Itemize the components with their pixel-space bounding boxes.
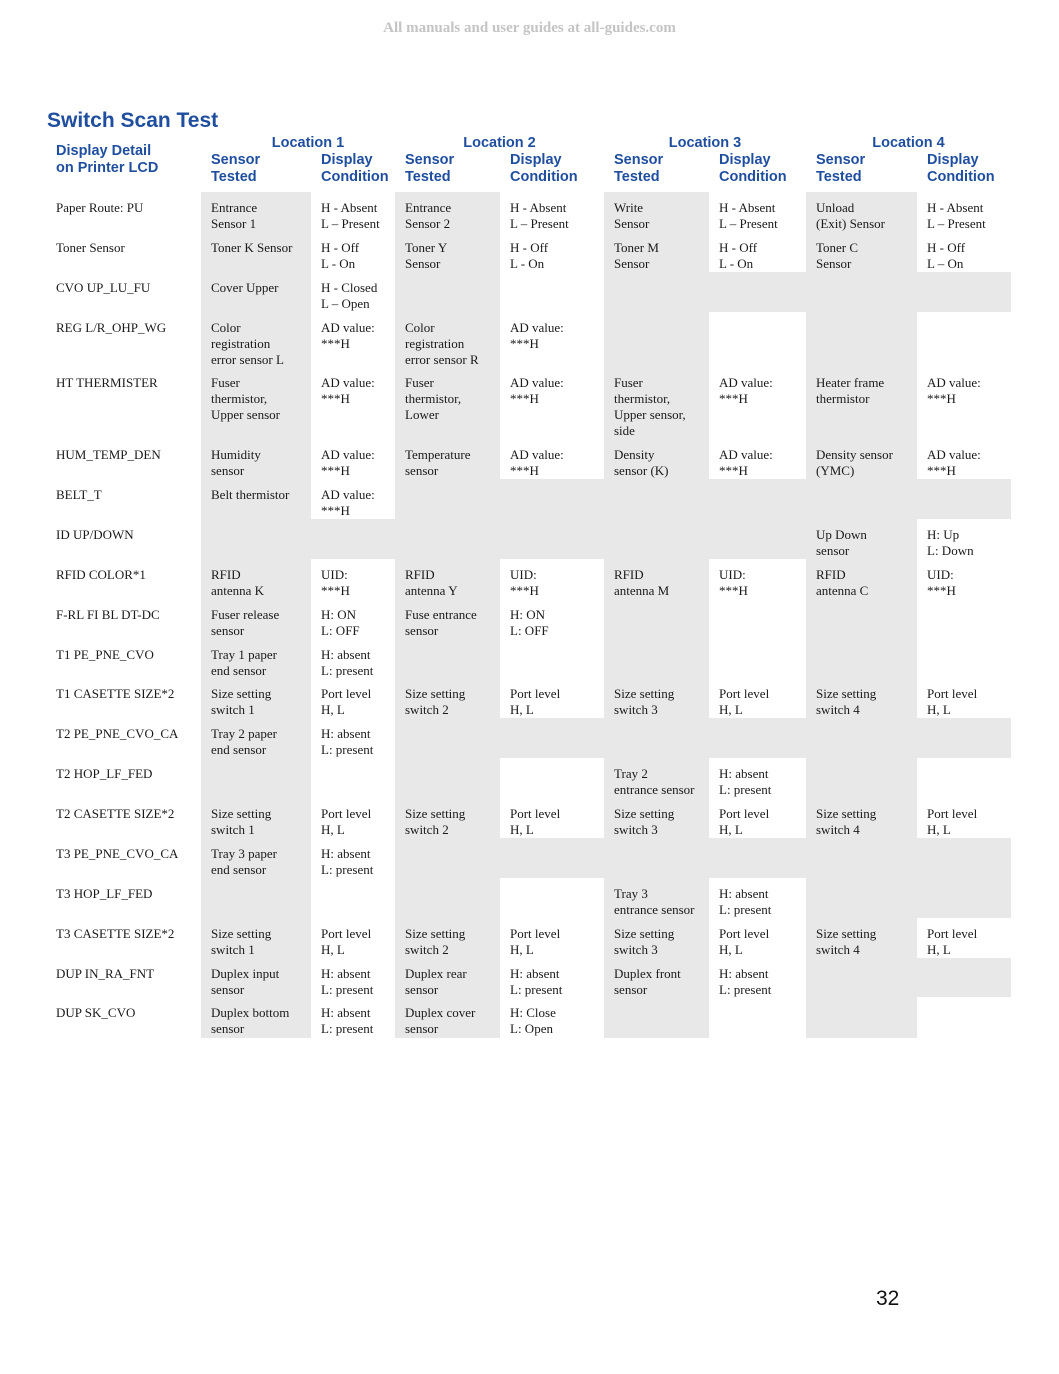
condition-cell bbox=[709, 599, 806, 639]
sensor-cell: Fuser thermistor, Upper sensor bbox=[201, 367, 311, 439]
row-label: Paper Route: PU bbox=[56, 200, 144, 215]
condition-cell bbox=[917, 878, 1011, 918]
condition-cell bbox=[500, 519, 604, 559]
display-condition-header: Display Condition bbox=[510, 152, 578, 185]
sensor-cell bbox=[395, 639, 500, 678]
sensor-cell bbox=[806, 878, 917, 918]
condition-cell: Port level H, L bbox=[719, 926, 770, 957]
table-row bbox=[0, 639, 1059, 678]
sensor-cell bbox=[395, 479, 500, 519]
table-row bbox=[0, 718, 1059, 758]
sensor-cell: Color registration error sensor L bbox=[201, 312, 311, 367]
condition-cell: H: absent L: present bbox=[510, 966, 563, 997]
display-condition-header: Display Condition bbox=[927, 152, 995, 185]
row-label: REG L/R_OHP_WG bbox=[56, 320, 167, 335]
condition-cell bbox=[500, 838, 604, 878]
sensor-cell: Size setting switch 3 bbox=[604, 918, 709, 958]
sensor-cell: Size setting switch 2 bbox=[395, 678, 500, 718]
sensor-cell: RFID antenna Y bbox=[395, 559, 500, 599]
condition-cell: AD value: ***H bbox=[510, 320, 564, 351]
row-label: HUM_TEMP_DEN bbox=[56, 447, 161, 462]
sensor-cell: Toner C Sensor bbox=[806, 232, 917, 272]
sensor-cell: Belt thermistor bbox=[201, 479, 311, 519]
condition-cell: H: absent L: present bbox=[719, 766, 772, 797]
condition-cell: Port level H, L bbox=[321, 686, 372, 717]
sensor-cell bbox=[806, 479, 917, 519]
sensor-cell: Tray 3 paper end sensor bbox=[201, 838, 311, 878]
sensor-cell bbox=[604, 997, 709, 1038]
sensor-cell: Heater frame thermistor bbox=[806, 367, 917, 439]
table-row bbox=[0, 367, 1059, 439]
sensor-cell bbox=[201, 519, 311, 559]
sensor-tested-header: Sensor Tested bbox=[211, 152, 261, 185]
location-3-header: Location 3 bbox=[668, 135, 742, 151]
sensor-cell bbox=[806, 718, 917, 758]
condition-cell: H - Off L – On bbox=[927, 240, 966, 271]
row-label: T2 HOP_LF_FED bbox=[56, 766, 153, 781]
condition-cell bbox=[500, 718, 604, 758]
sensor-cell: Size setting switch 2 bbox=[395, 918, 500, 958]
row-label: T1 PE_PNE_CVO bbox=[56, 647, 154, 662]
condition-cell bbox=[500, 758, 604, 798]
row-label: HT THERMISTER bbox=[56, 375, 158, 390]
sensor-cell: Size setting switch 1 bbox=[201, 798, 311, 838]
condition-cell: H: absent L: present bbox=[719, 886, 772, 917]
condition-cell bbox=[917, 758, 1011, 798]
row-label: CVO UP_LU_FU bbox=[56, 280, 151, 295]
display-condition-header: Display Condition bbox=[321, 152, 389, 185]
row-label: F-RL FI BL DT-DC bbox=[56, 607, 160, 622]
table-row bbox=[0, 272, 1059, 312]
table-row bbox=[0, 878, 1059, 918]
condition-cell bbox=[500, 479, 604, 519]
condition-cell: Port level H, L bbox=[510, 686, 561, 717]
sensor-cell: Density sensor (K) bbox=[604, 439, 709, 479]
condition-cell: Port level H, L bbox=[321, 806, 372, 837]
location-2-header: Location 2 bbox=[463, 135, 536, 151]
sensor-cell: Humidity sensor bbox=[201, 439, 311, 479]
sensor-cell: Fuser thermistor, Upper sensor, side bbox=[604, 367, 709, 439]
condition-cell bbox=[917, 718, 1011, 758]
location-4-header: Location 4 bbox=[872, 135, 945, 151]
condition-cell bbox=[917, 479, 1011, 519]
condition-cell bbox=[311, 519, 395, 559]
sensor-cell bbox=[604, 312, 709, 367]
condition-cell: AD value: ***H bbox=[927, 447, 981, 478]
sensor-cell bbox=[395, 878, 500, 918]
sensor-cell: Size setting switch 4 bbox=[806, 918, 917, 958]
sensor-cell: Size setting switch 4 bbox=[806, 798, 917, 838]
page-title: Switch Scan Test bbox=[47, 109, 219, 132]
sensor-cell bbox=[604, 479, 709, 519]
condition-cell: AD value: ***H bbox=[510, 375, 564, 406]
sensor-cell: Duplex front sensor bbox=[604, 958, 709, 997]
condition-cell: UID: ***H bbox=[719, 567, 748, 598]
condition-cell: AD value: ***H bbox=[321, 320, 375, 351]
condition-cell: Port level H, L bbox=[510, 926, 561, 957]
sensor-cell bbox=[604, 718, 709, 758]
sensor-cell: Cover Upper bbox=[201, 272, 311, 312]
condition-cell bbox=[709, 838, 806, 878]
sensor-cell: Density sensor (YMC) bbox=[806, 439, 917, 479]
table-row bbox=[0, 599, 1059, 639]
condition-cell bbox=[917, 997, 1011, 1038]
sensor-cell bbox=[806, 599, 917, 639]
table-row bbox=[0, 958, 1059, 997]
condition-cell: Port level H, L bbox=[927, 806, 978, 837]
condition-cell bbox=[917, 599, 1011, 639]
condition-cell bbox=[917, 312, 1011, 367]
condition-cell bbox=[917, 958, 1011, 997]
sensor-cell: Temperature sensor bbox=[395, 439, 500, 479]
display-detail-line1: Display Detail bbox=[56, 143, 152, 159]
sensor-cell bbox=[395, 718, 500, 758]
condition-cell: Port level H, L bbox=[927, 926, 978, 957]
sensor-cell: Entrance Sensor 2 bbox=[395, 192, 500, 232]
display-detail-line2: on Printer LCD bbox=[56, 160, 159, 176]
sensor-cell: Size setting switch 4 bbox=[806, 678, 917, 718]
sensor-cell: Duplex bottom sensor bbox=[201, 997, 311, 1038]
condition-cell bbox=[709, 519, 806, 559]
sensor-cell: Size setting switch 3 bbox=[604, 798, 709, 838]
condition-cell: H - Off L - On bbox=[510, 240, 549, 271]
table-row bbox=[0, 519, 1059, 559]
condition-cell: AD value: ***H bbox=[321, 447, 375, 478]
sensor-cell bbox=[395, 272, 500, 312]
sensor-cell: RFID antenna M bbox=[604, 559, 709, 599]
condition-cell: H - Off L - On bbox=[321, 240, 360, 271]
sensor-cell: Fuser release sensor bbox=[201, 599, 311, 639]
sensor-cell bbox=[395, 758, 500, 798]
condition-cell: H: Up L: Down bbox=[927, 527, 974, 558]
sensor-cell bbox=[806, 838, 917, 878]
condition-cell bbox=[311, 758, 395, 798]
condition-cell bbox=[500, 878, 604, 918]
table-row bbox=[0, 559, 1059, 599]
condition-cell: AD value: ***H bbox=[510, 447, 564, 478]
row-label: T3 PE_PNE_CVO_CA bbox=[56, 846, 179, 861]
sensor-cell: Duplex rear sensor bbox=[395, 958, 500, 997]
sensor-cell bbox=[201, 758, 311, 798]
sensor-cell: Duplex input sensor bbox=[201, 958, 311, 997]
condition-cell: H - Absent L – Present bbox=[510, 200, 569, 231]
sensor-cell bbox=[806, 639, 917, 678]
sensor-cell: Tray 2 entrance sensor bbox=[604, 758, 709, 798]
condition-cell: H - Absent L – Present bbox=[321, 200, 380, 231]
sensor-cell: Color registration error sensor R bbox=[395, 312, 500, 367]
row-label: ID UP/DOWN bbox=[56, 527, 134, 542]
condition-cell: UID: ***H bbox=[510, 567, 539, 598]
sensor-cell bbox=[806, 272, 917, 312]
sensor-cell: Size setting switch 1 bbox=[201, 678, 311, 718]
sensor-cell: Entrance Sensor 1 bbox=[201, 192, 311, 232]
sensor-tested-header: Sensor Tested bbox=[614, 152, 664, 185]
condition-cell: UID: ***H bbox=[927, 567, 956, 598]
condition-cell: UID: ***H bbox=[321, 567, 350, 598]
table-row bbox=[0, 678, 1059, 718]
table-row bbox=[0, 997, 1059, 1038]
sensor-cell: Duplex cover sensor bbox=[395, 997, 500, 1038]
sensor-cell bbox=[604, 838, 709, 878]
sensor-cell: Toner K Sensor bbox=[201, 232, 311, 272]
sensor-cell: Tray 3 entrance sensor bbox=[604, 878, 709, 918]
table-row bbox=[0, 232, 1059, 272]
sensor-tested-header: Sensor Tested bbox=[816, 152, 866, 185]
sensor-cell bbox=[201, 878, 311, 918]
row-label: DUP SK_CVO bbox=[56, 1005, 136, 1020]
table-row bbox=[0, 838, 1059, 878]
table-row bbox=[0, 758, 1059, 798]
location-1-header: Location 1 bbox=[271, 135, 345, 151]
row-label: DUP IN_RA_FNT bbox=[56, 966, 155, 981]
condition-cell bbox=[709, 639, 806, 678]
sensor-cell bbox=[604, 519, 709, 559]
row-label: T2 PE_PNE_CVO_CA bbox=[56, 726, 179, 741]
condition-cell: H - Closed L – Open bbox=[321, 280, 378, 311]
table-row bbox=[0, 918, 1059, 958]
sensor-cell: Tray 1 paper end sensor bbox=[201, 639, 311, 678]
condition-cell: AD value: ***H bbox=[927, 375, 981, 406]
condition-cell bbox=[917, 272, 1011, 312]
row-label: RFID COLOR*1 bbox=[56, 567, 146, 582]
sensor-cell bbox=[806, 312, 917, 367]
condition-cell: H: ON L: OFF bbox=[510, 607, 549, 638]
sensor-cell bbox=[604, 639, 709, 678]
condition-cell bbox=[311, 878, 395, 918]
sensor-cell bbox=[395, 838, 500, 878]
condition-cell: Port level H, L bbox=[927, 686, 978, 717]
condition-cell bbox=[709, 312, 806, 367]
row-label: T1 CASETTE SIZE*2 bbox=[56, 686, 175, 701]
table-row bbox=[0, 192, 1059, 232]
condition-cell: H: absent L: present bbox=[321, 1005, 374, 1036]
sensor-cell: RFID antenna C bbox=[806, 559, 917, 599]
condition-cell: H: Close L: Open bbox=[510, 1005, 556, 1036]
watermark: All manuals and user guides at all-guides.com bbox=[383, 20, 676, 36]
condition-cell: Port level H, L bbox=[510, 806, 561, 837]
condition-cell bbox=[709, 272, 806, 312]
condition-cell: Port level H, L bbox=[321, 926, 372, 957]
condition-cell: H: absent L: present bbox=[321, 726, 374, 757]
row-label: Toner Sensor bbox=[56, 240, 125, 255]
page-number: 32 bbox=[876, 1287, 900, 1310]
sensor-cell bbox=[604, 272, 709, 312]
sensor-cell: Unload (Exit) Sensor bbox=[806, 192, 917, 232]
table-row bbox=[0, 312, 1059, 367]
row-label: T2 CASETTE SIZE*2 bbox=[56, 806, 175, 821]
condition-cell bbox=[500, 639, 604, 678]
row-label: T3 HOP_LF_FED bbox=[56, 886, 153, 901]
condition-cell: AD value: ***H bbox=[321, 487, 375, 518]
sensor-cell bbox=[806, 997, 917, 1038]
row-label: BELT_T bbox=[56, 487, 102, 502]
display-condition-header: Display Condition bbox=[719, 152, 787, 185]
condition-cell: H: ON L: OFF bbox=[321, 607, 360, 638]
condition-cell bbox=[500, 272, 604, 312]
row-label: T3 CASETTE SIZE*2 bbox=[56, 926, 175, 941]
condition-cell: Port level H, L bbox=[719, 686, 770, 717]
sensor-cell: Size setting switch 2 bbox=[395, 798, 500, 838]
condition-cell bbox=[917, 838, 1011, 878]
condition-cell: H: absent L: present bbox=[321, 647, 374, 678]
sensor-cell: Up Down sensor bbox=[806, 519, 917, 559]
display-detail-header bbox=[56, 143, 158, 177]
condition-cell bbox=[709, 479, 806, 519]
condition-cell bbox=[709, 997, 806, 1038]
sensor-cell bbox=[604, 599, 709, 639]
condition-cell: AD value: ***H bbox=[719, 375, 773, 406]
condition-cell: H: absent L: present bbox=[321, 966, 374, 997]
sensor-cell: Toner Y Sensor bbox=[395, 232, 500, 272]
sensor-cell: Tray 2 paper end sensor bbox=[201, 718, 311, 758]
condition-cell: Port level H, L bbox=[719, 806, 770, 837]
table-row bbox=[0, 798, 1059, 838]
condition-cell: AD value: ***H bbox=[321, 375, 375, 406]
table-row bbox=[0, 479, 1059, 519]
sensor-cell: Size setting switch 1 bbox=[201, 918, 311, 958]
sensor-cell bbox=[806, 958, 917, 997]
sensor-cell: Fuse entrance sensor bbox=[395, 599, 500, 639]
sensor-cell: Fuser thermistor, Lower bbox=[395, 367, 500, 439]
sensor-cell: Toner M Sensor bbox=[604, 232, 709, 272]
condition-cell: H - Off L - On bbox=[719, 240, 758, 271]
table-row bbox=[0, 439, 1059, 479]
condition-cell bbox=[709, 718, 806, 758]
condition-cell: AD value: ***H bbox=[719, 447, 773, 478]
condition-cell: H: absent L: present bbox=[719, 966, 772, 997]
sensor-cell bbox=[395, 519, 500, 559]
sensor-cell bbox=[806, 758, 917, 798]
condition-cell: H - Absent L – Present bbox=[927, 200, 986, 231]
sensor-tested-header: Sensor Tested bbox=[405, 152, 455, 185]
condition-cell bbox=[917, 639, 1011, 678]
condition-cell: H - Absent L – Present bbox=[719, 200, 778, 231]
sensor-cell: RFID antenna K bbox=[201, 559, 311, 599]
condition-cell: H: absent L: present bbox=[321, 846, 374, 877]
sensor-cell: Size setting switch 3 bbox=[604, 678, 709, 718]
sensor-cell: Write Sensor bbox=[604, 192, 709, 232]
